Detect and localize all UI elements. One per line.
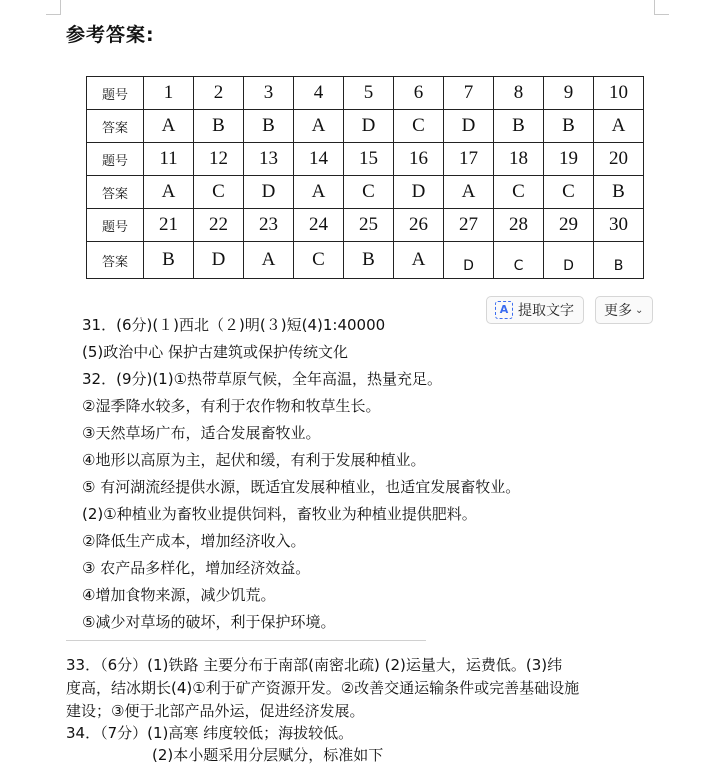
row-label: 题号 (87, 77, 144, 110)
table-cell: 30 (594, 209, 644, 242)
table-cell: 18 (494, 143, 544, 176)
table-cell: D (394, 176, 444, 209)
row-label: 题号 (87, 143, 144, 176)
table-cell: B (594, 176, 644, 209)
table-cell: 22 (194, 209, 244, 242)
table-cell: 20 (594, 143, 644, 176)
answer-table-row (87, 209, 644, 242)
table-cell: C (494, 176, 544, 209)
table-cell: 13 (244, 143, 294, 176)
table-cell: A (444, 176, 494, 209)
table-cell: A (144, 110, 194, 143)
table-cell: B (194, 110, 244, 143)
table-cell: C (344, 176, 394, 209)
table-cell: A (294, 110, 344, 143)
answer-table (86, 76, 644, 279)
table-cell: B (144, 242, 194, 279)
table-cell: D (444, 242, 494, 279)
answer-line: ③天然草场广布，适合发展畜牧业。 (82, 424, 321, 442)
table-cell: B (344, 242, 394, 279)
table-cell: 19 (544, 143, 594, 176)
table-cell: C (394, 110, 444, 143)
table-cell: 16 (394, 143, 444, 176)
table-cell: 7 (444, 77, 494, 110)
answer-line: 建设；③便于北部产品外运，促进经济发展。 (66, 702, 365, 720)
answer-line: ②降低生产成本，增加经济收入。 (82, 532, 306, 550)
answer-table-row (87, 77, 644, 110)
table-cell: B (544, 110, 594, 143)
table-cell: 17 (444, 143, 494, 176)
row-label: 答案 (87, 110, 144, 143)
table-cell: D (444, 110, 494, 143)
text-recognition-icon: A (495, 301, 513, 319)
answer-line: ③ 农产品多样化，增加经济效益。 (82, 559, 311, 577)
table-cell: 21 (144, 209, 194, 242)
table-cell: A (244, 242, 294, 279)
table-cell: 9 (544, 77, 594, 110)
answer-line: ②湿季降水较多，有利于农作物和牧草生长。 (82, 397, 381, 415)
table-cell: C (494, 242, 544, 279)
table-cell: D (244, 176, 294, 209)
page-corner-mark-right (654, 0, 669, 15)
table-cell: A (294, 176, 344, 209)
table-cell: 5 (344, 77, 394, 110)
page-corner-mark-left (46, 0, 61, 15)
answer-line: 34．（7分）(1)高寒 纬度较低；海拔较低。 (66, 724, 354, 742)
table-cell: 12 (194, 143, 244, 176)
answer-line: (5)政治中心 保护古建筑或保护传统文化 (82, 343, 349, 361)
table-cell: 4 (294, 77, 344, 110)
table-cell: B (244, 110, 294, 143)
table-cell: 24 (294, 209, 344, 242)
extract-text-button[interactable] (486, 296, 584, 324)
answer-table-row (87, 143, 644, 176)
table-cell: 14 (294, 143, 344, 176)
table-cell: 25 (344, 209, 394, 242)
table-cell: 1 (144, 77, 194, 110)
more-label: 更多 (604, 303, 632, 319)
table-cell: C (194, 176, 244, 209)
row-label: 答案 (87, 242, 144, 279)
extract-text-label: 提取文字 (518, 303, 574, 319)
answer-table-row (87, 110, 644, 143)
table-cell: D (194, 242, 244, 279)
table-cell: D (344, 110, 394, 143)
table-cell: C (544, 176, 594, 209)
table-cell: 29 (544, 209, 594, 242)
row-label: 答案 (87, 176, 144, 209)
more-button[interactable] (595, 296, 653, 324)
table-cell: B (594, 242, 644, 279)
table-cell: 28 (494, 209, 544, 242)
table-cell: 26 (394, 209, 444, 242)
table-cell: 15 (344, 143, 394, 176)
table-cell: 3 (244, 77, 294, 110)
answer-line: 度高，结冰期长(4)①利于矿产资源开发。②改善交通运输条件或完善基础设施 (66, 679, 580, 697)
table-cell: C (294, 242, 344, 279)
answer-line: ④地形以高原为主，起伏和缓，有利于发展种植业。 (82, 451, 426, 469)
answer-line: ④增加食物来源，减少饥荒。 (82, 586, 276, 604)
answer-line: ⑤减少对草场的破坏，利于保护环境。 (82, 613, 336, 631)
answer-line: (2)①种植业为畜牧业提供饲料，畜牧业为种植业提供肥料。 (82, 505, 477, 523)
answer-line: ⑤ 有河湖流经提供水源，既适宜发展种植业，也适宜发展畜牧业。 (82, 478, 521, 496)
table-cell: B (494, 110, 544, 143)
answer-line: (2)本小题采用分层赋分，标准如下 (152, 746, 384, 764)
table-cell: A (394, 242, 444, 279)
table-cell: A (594, 110, 644, 143)
table-cell: 10 (594, 77, 644, 110)
page-title: 参考答案: (66, 24, 155, 46)
table-cell: 11 (144, 143, 194, 176)
answer-table-row (87, 176, 644, 209)
table-cell: 8 (494, 77, 544, 110)
answer-line: 31．(6分)(１)西北（２)明(３)短(4)1:40000 (82, 316, 386, 334)
table-cell: 6 (394, 77, 444, 110)
answer-line: 33．（6分）(1)铁路 主要分布于南部(南密北疏) (2)运量大，运费低。(3)纬 (66, 656, 563, 674)
table-cell: A (144, 176, 194, 209)
chevron-down-icon: ⌄ (635, 304, 644, 316)
table-cell: 23 (244, 209, 294, 242)
divider (66, 640, 426, 641)
row-label: 题号 (87, 209, 144, 242)
table-cell: D (544, 242, 594, 279)
table-cell: 2 (194, 77, 244, 110)
answer-line: 32．(9分)(1)①热带草原气候，全年高温，热量充足。 (82, 370, 443, 388)
table-cell: 27 (444, 209, 494, 242)
answer-table-row (87, 242, 644, 279)
